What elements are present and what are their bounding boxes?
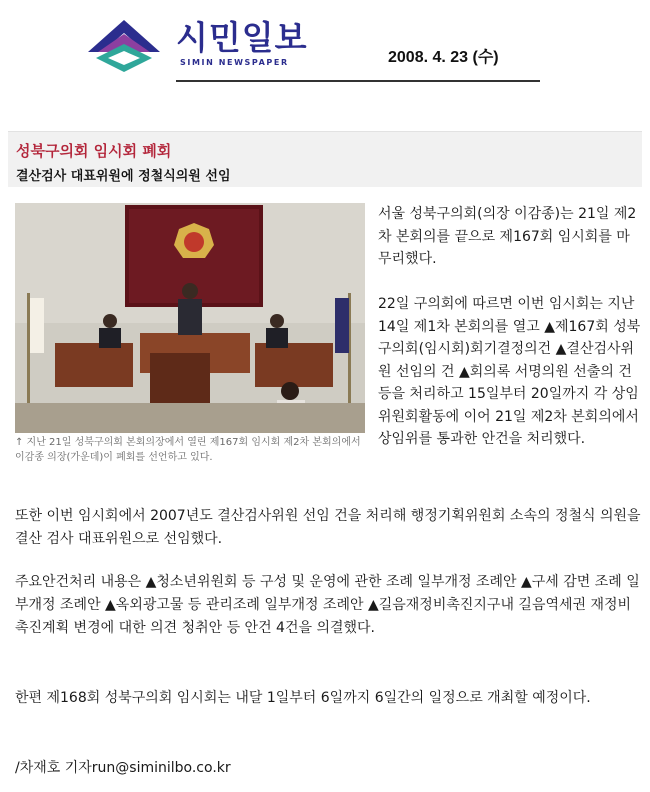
newspaper-subtitle: SIMIN NEWSPAPER (180, 58, 289, 67)
article-paragraph-2: 22일 구의회에 따르면 이번 임시회는 지난 14일 제1차 본회의를 열고 ▲제167회 성북구의회(임시회)회기결정의건 ▲결산검사위원 선임의 건 ▲회의록 서명의원 선출의 건 등을 처리하고 15일부터 20일까지 각 상임위원회활동에 이어 21일 제2차 본회의에서 상임위를 통과한 안건을 처리했다. (378, 296, 641, 447)
council-chamber-photo (15, 203, 365, 433)
article-paragraph-1: 서울 성북구의회(의장 이감종)는 21일 제2차 본회의를 끝으로 제167회 임시회를 마무리했다. (378, 206, 637, 267)
article-photo (15, 203, 365, 433)
issue-date: 2008. 4. 23 (수) (388, 49, 499, 66)
article-paragraph-4: 주요안건처리 내용은 ▲청소년위원회 등 구성 및 운영에 관한 조례 일부개정 조례안 ▲구세 감면 조례 일부개정 조례안 ▲옥외광고물 등 관리조례 일부개정 조례안 ▲길음재정비촉진지구내 길음역세권 재정비촉진계획 변경에 대한 의견 청취안 등 안건 4건을 의결했다. (15, 574, 640, 636)
photo-caption: ↑ 지난 21일 성북구의회 본회의장에서 열린 제167회 임시회 제2차 본회의에서 이감종 의장(가운데)이 폐회를 선언하고 있다. (15, 437, 361, 463)
masthead (0, 0, 650, 90)
article-paragraph-3: 또한 이번 임시회에서 2007년도 결산검사위원 선임 건을 처리해 행정기획위원회 소속의 정철식 의원을 결산 검사 대표위원으로 선임했다. (15, 508, 641, 547)
article-headline: 성북구의회 임시회 폐회 (16, 142, 172, 160)
newspaper-name: 시민일보 (176, 18, 308, 57)
newspaper-logo-icon (82, 14, 166, 74)
article-byline: /차재호 기자run@siminilbo.co.kr (15, 760, 231, 776)
article-paragraph-5: 한편 제168회 성북구의회 임시회는 내달 1일부터 6일까지 6일간의 일정으로 개최할 예정이다. (15, 690, 591, 706)
masthead-rule (176, 80, 540, 82)
article-subhead: 결산검사 대표위원에 정철식의원 선임 (16, 169, 231, 184)
headline-box (8, 131, 642, 187)
